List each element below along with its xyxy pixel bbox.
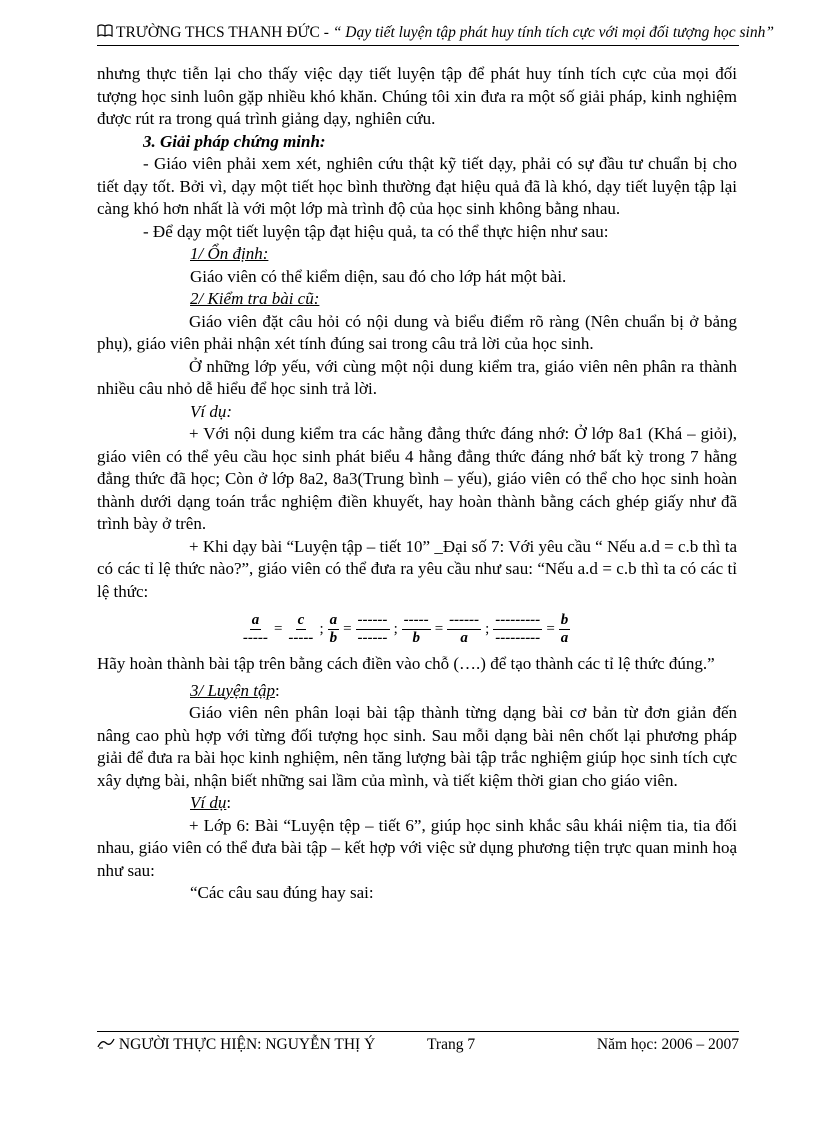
subheading-on-dinh: 1/ Ổn định: <box>190 244 269 263</box>
example-label-2: Ví dụ <box>190 793 227 812</box>
formula-fraction: $\frac{b}{a}$ <box>560 611 569 646</box>
formula-fraction: $\frac{a}{b}$ <box>329 611 338 646</box>
quote-questions: “Các câu sau đúng hay sai: <box>190 883 374 902</box>
book-icon <box>97 24 113 42</box>
paragraph-example-1: + Với nội dung kiểm tra các hằng đẳng thức đáng nhớ: Ở lớp 8a1 (Khá – giỏi), giáo viên có thể yêu cầu học sinh phát biểu 4 hằng đẳng thức đáng nhớ bất kỳ trong 7 hằng đẳng thức đã học; Còn ở lớp 8a2, 8a3(Trung bình – yếu), giáo viên có thể cho học sinh hoàn thành dưới dạng toán trắc nghiệm điền khuyết, hay hoàn thành bằng cách ghép giấy như đã trình bày ở trên. <box>97 424 737 533</box>
proportion-formula: $\frac{a}{-----}$ = $\frac{c}{-----}$ ; $\frac{a}{b}$ = $\frac{------}{------}$ ; $\frac{-----}{b}$ = $\frac{------}{a}$ ; $\frac{---------}{---------}$ = $\frac{b}{a}$ <box>243 611 569 646</box>
formula-fraction: $\frac{------}{------}$ <box>357 611 388 646</box>
header-topic: “ Dạy tiết luyện tập phát huy tính tích cực với mọi đối tượng học sinh” <box>332 24 774 41</box>
pen-icon <box>97 1036 119 1053</box>
section-heading-3: 3. Giải pháp chứng minh: <box>143 131 326 151</box>
example-label-1: Ví dụ: <box>190 401 233 421</box>
footer-page-number: Trang 7 <box>427 1036 476 1053</box>
subheading-kiem-tra: 2/ Kiểm tra bài cũ: <box>190 289 320 308</box>
formula-fraction: $\frac{a}{-----}$ <box>243 611 268 646</box>
paragraph-on-dinh: Giáo viên có thể kiểm diện, sau đó cho lớp hát một bài. <box>190 266 567 286</box>
footer-school-year: Năm học: 2006 – 2007 <box>596 1036 739 1053</box>
formula-fraction: $\frac{-----}{b}$ <box>403 611 429 646</box>
paragraph-steps-intro: - Để dạy một tiết luyện tập đạt hiệu quả, ta có thể thực hiện như sau: <box>143 221 609 241</box>
page-footer <box>97 1031 739 1054</box>
paragraph-kiem-tra-1: Giáo viên đặt câu hỏi có nội dung và biểu điểm rõ ràng (Nên chuẩn bị ở bảng phụ), giáo viên phải nhận xét tính đúng sai trong câu trả lời của học sinh. <box>97 311 737 353</box>
paragraph-intro: nhưng thực tiễn lại cho thấy việc dạy tiết luyện tập để phát huy tính tích cực của mọi đối tượng học sinh luôn gặp nhiều khó khăn. Chúng tôi xin đưa ra một số giải pháp, kinh nghiệm được rút ra trong quá trình giảng dạy, nghiên cứu. <box>97 64 737 128</box>
paragraph-kiem-tra-2: Ở những lớp yếu, với cùng một nội dung kiểm tra, giáo viên nên phân ra thành nhiều câu nhỏ dễ hiểu để học sinh trả lời. <box>97 356 737 398</box>
paragraph-solution: - Giáo viên phải xem xét, nghiên cứu thật kỹ tiết dạy, phải có sự đầu tư chuẩn bị cho tiết dạy tốt. Bởi vì, dạy một tiết học bình thường đạt hiệu quả đã là khó, dạy tiết luyện tập lại càng khó hơn nhất là với một lớp mà trình độ của học sinh không bằng nhau. <box>97 154 737 218</box>
formula-fraction: $\frac{c}{-----}$ <box>288 611 314 646</box>
page-header <box>97 24 774 46</box>
subheading-luyen-tap: 3/ Luyện tập <box>190 680 275 700</box>
paragraph-example-2: + Khi dạy bài “Luyện tập – tiết 10” _Đại số 7: Với yêu cầu “ Nếu a.d = c.b thì ta có các tỉ lệ thức nào?”, giáo viên có thể đưa ra yêu cầu như sau: “Nếu a.d = c.b thì ta có các tỉ lệ thức: <box>97 536 737 601</box>
paragraph-example-2-end: Hãy hoàn thành bài tập trên bằng cách điền vào chỗ (….) để tạo thành các tỉ lệ thức đúng.” <box>97 654 715 673</box>
header-school: TRƯỜNG THCS THANH ĐỨC - <box>116 24 333 41</box>
paragraph-luyen-tap: Giáo viên nên phân loại bài tập thành từng dạng bài cơ bản từ đơn giản đến nâng cao phù hợp với từng đối tượng học sinh. Sau mỗi dạng bài nên chốt lại phương pháp giải để đưa ra bài học kinh nghiệm, nên tăng lượng bài tập trắc nghiệm giúp học sinh tích cực xây dựng bài, nhận biết những sai lầm của mình, và tiết kiệm thời gian cho giáo viên. <box>97 703 737 790</box>
paragraph-example-3: + Lớp 6: Bài “Luyện tệp – tiết 6”, giúp học sinh khắc sâu khái niệm tia, tia đối nhau, giáo viên có thể đưa bài tập – kết hợp với việc sử dụng phương tiện trực quan minh hoạ như sau: <box>97 815 737 880</box>
document-body: nhưng thực tiễn lại cho thấy việc dạy tiết luyện tập để phát huy tính tích cực của mọi đối tượng học sinh luôn gặp nhiều khó khăn. Chúng tôi xin đưa ra một số giải pháp, kinh nghiệm được rút ra trong quá trình giảng dạy, nghiên cứu. 3. Giải pháp chứng minh: - Giáo viên phải xem xét, nghiên cứu thật kỹ tiết dạy, phải có sự đầu tư chuẩn bị cho tiết dạy tốt. Bởi vì, dạy một tiết học bình thường đạt hiệu quả đã là khó, dạy tiết luyện tập lại càng khó hơn nhất là với một lớp mà trình độ của học sinh không bằng nhau. - Để dạy một tiết luyện tập đạt hiệu quả, ta có thể thực hiện như sau: 1/ Ổn định: Giáo viên có thể kiểm diện, sau đó cho lớp hát một bài. 2/ Kiểm tra bài cũ: Giáo viên đặt câu hỏi có nội dung và biểu điểm rõ ràng (Nên chuẩn bị ở bảng phụ), giáo viên phải nhận xét tính đúng sai trong câu trả lời của học sinh. Ở những lớp yếu, với cùng một nội dung kiểm tra, giáo viên nên phân ra thành nhiều câu nhỏ dễ hiểu để học sinh trả lời. Ví dụ: + Với nội dung kiểm tra các hằng đẳng thức đáng nhớ: Ở lớp 8a1 (Khá – giỏi), giáo viên có thể yêu cầu học sinh phát biểu 4 hằng đẳng thức đáng nhớ bất kỳ trong 7 hằng đẳng thức đã học; Còn ở lớp 8a2, 8a3(Trung bình – yếu), giáo viên có thể cho học sinh hoàn thành dưới dạng toán trắc nghiệm điền khuyết, hay hoàn thành bằng cách ghép giấy như đã trình bày ở trên. + Khi dạy bài “Luyện tập – tiết 10” _Đại số 7: Với yêu cầu “ Nếu a.d = c.b thì ta có các tỉ lệ thức nào?”, giáo viên có thể đưa ra yêu cầu như sau: “Nếu a.d = c.b thì ta có các tỉ lệ thức: $\frac{a}{-----}$ = $\frac{c}{-----}$ ; $\frac{a}{b}$ = $\frac{------}{------}$ ; $\frac{-----}{b}$ = $\frac{------}{a}$ ; $\frac{---------}{---------}$ = $\frac{b}{a}$ Hãy hoàn thành bài tập trên bằng cách điền vào chỗ (….) để tạo thành các tỉ lệ thức đúng.” 3/ Luyện tập: Giáo viên nên phân loại bài tập thành từng dạng bài cơ bản từ đơn giản đến nâng cao phù hợp với từng đối tượng học sinh. Sau mỗi dạng bài nên chốt lại phương pháp giải để đưa ra bài học kinh nghiệm, nên tăng lượng bài tập trắc nghiệm giúp học sinh tích cực xây dựng bài, nhận biết những sai lầm của mình, và tiết kiệm thời gian cho giáo viên. Ví dụ: + Lớp 6: Bài “Luyện tệp – tiết 6”, giúp học sinh khắc sâu khái niệm tia, tia đối nhau, giáo viên có thể đưa bài tập – kết hợp với việc sử dụng phương tiện trực quan minh hoạ như sau: “Các câu sau đúng hay sai: <box>97 63 737 905</box>
footer-author: NGƯỜI THỰC HIỆN: NGUYỄN THỊ Ý <box>118 1036 376 1053</box>
formula-fraction: $\frac{------}{a}$ <box>449 611 480 646</box>
formula-fraction: $\frac{---------}{---------}$ <box>495 611 541 646</box>
